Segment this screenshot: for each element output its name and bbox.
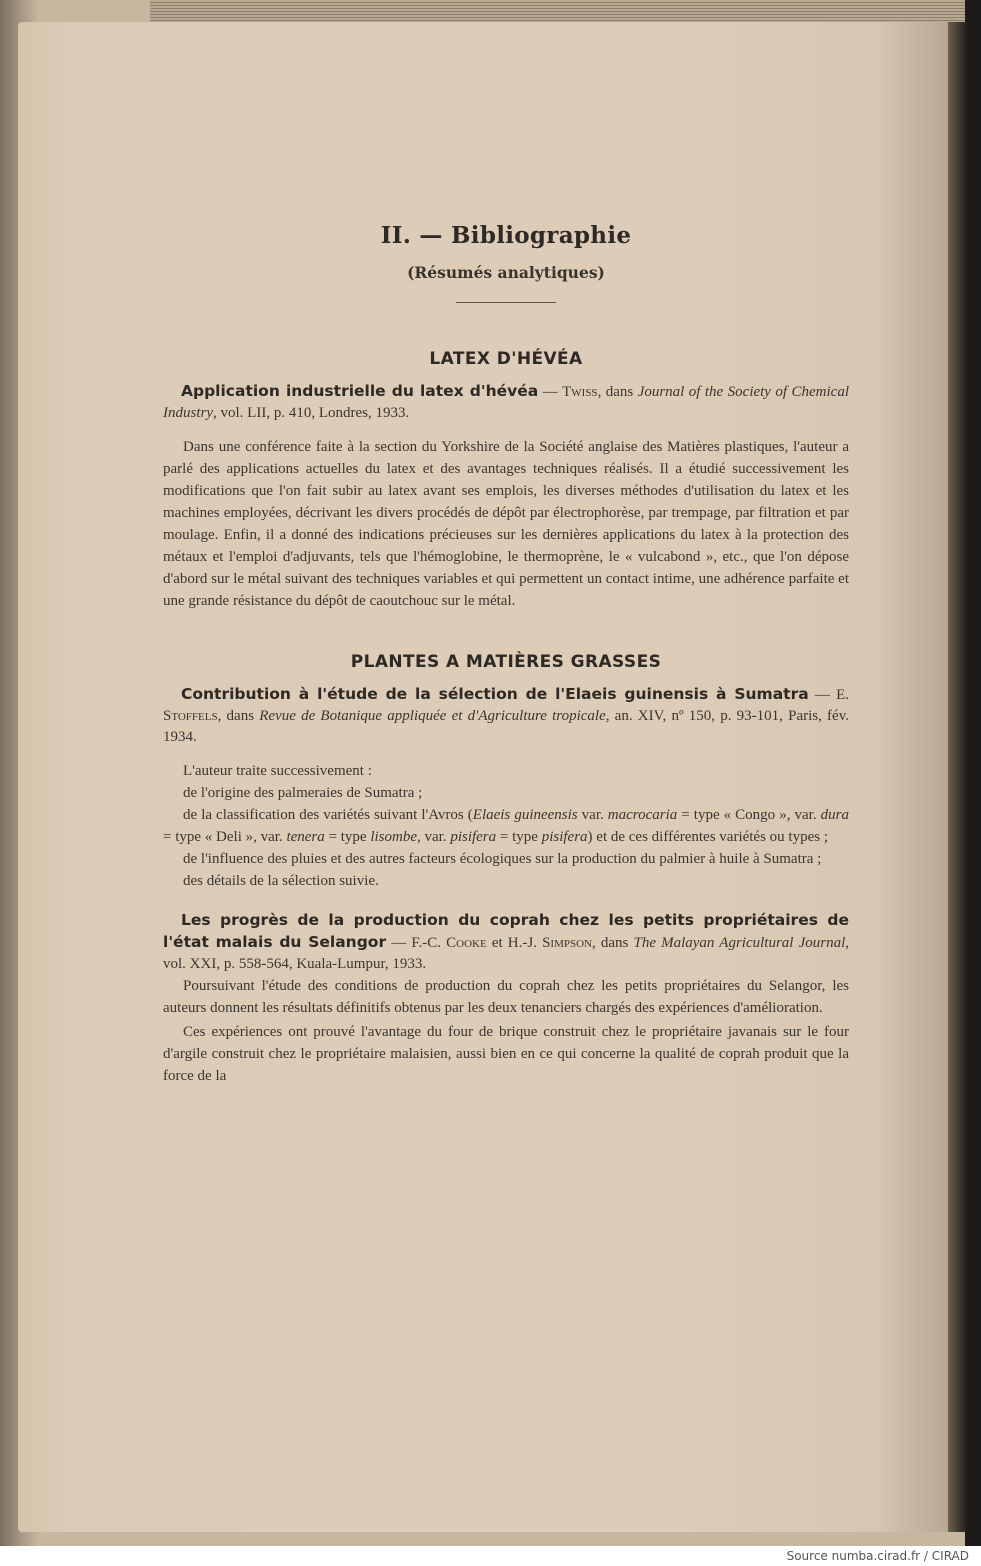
entry-author: Simpson	[542, 935, 592, 951]
text-run: = type « Congo », var.	[677, 807, 821, 823]
citation-in: , dans	[597, 384, 638, 400]
entry-citation	[163, 910, 849, 975]
italic-term: pisifera	[541, 829, 588, 845]
italic-term: lisombe	[370, 829, 417, 845]
list-item: de l'influence des pluies et des autres facteurs écologiques sur la production du palmier à huile à Sumatra ;	[183, 851, 822, 867]
title-divider	[456, 302, 556, 303]
citation-dash: —	[538, 384, 563, 400]
italic-term: Elaeis guineensis	[472, 807, 578, 823]
entry-citation	[163, 684, 849, 748]
citation-in: , dans	[591, 935, 634, 951]
entry-citation	[163, 381, 849, 424]
page-subtitle: (Résumés analytiques)	[407, 263, 605, 282]
entry-title: Application industrielle du latex d'hévéa	[181, 382, 539, 400]
italic-term: macrocaria	[607, 807, 678, 823]
page-content	[163, 222, 849, 1087]
source-credit: Source numba.cirad.fr / CIRAD	[786, 1549, 969, 1563]
list-intro: L'auteur traite successivement :	[183, 763, 372, 779]
section-heading-latex: LATEX D'HÉVÉA	[429, 349, 583, 369]
text-run: de la classification des variétés suivant l'Avros (	[183, 807, 473, 823]
entry-journal: Revue de Botanique appliquée et d'Agriculture tropicale	[259, 708, 606, 724]
book-spine	[948, 22, 968, 1532]
list-item: de l'origine des palmeraies de Sumatra ;	[183, 785, 423, 801]
text-run: ) et de ces différentes variétés ou types ;	[587, 829, 829, 845]
entry-journal: Journal of the Society of Chemical Industry	[163, 384, 849, 421]
text-run: = type « Deli », var.	[163, 829, 287, 845]
citation-dash: —	[386, 935, 412, 951]
entry-details: , vol. XXI, p. 558-564, Kuala-Lumpur, 1933.	[163, 935, 849, 972]
entry-abstract: Ces expériences ont prouvé l'avantage du four de brique construit chez le propriétaire javanais sur le four d'argile construit chez le propriétaire malaisien, aussi bien en ce qui concerne la qualité de coprah produit que la force de la	[163, 1024, 849, 1084]
entry-author: Twiss	[562, 384, 598, 400]
entry-abstract: Poursuivant l'étude des conditions de production du coprah chez les petits propriétaires du Selangor, les auteurs donnent les résultats définitifs obtenus par les deux tenanciers chargés des expériences d'amélioration.	[163, 978, 849, 1016]
section-heading-plantes: PLANTES A MATIÈRES GRASSES	[350, 652, 662, 672]
entry-journal: The Malayan Agricultural Journal	[633, 935, 846, 951]
page-title: II. — Bibliographie	[380, 222, 632, 249]
entry-title: Les progrès de la production du coprah chez les petits propriétaires de l'état malais du Selangor	[163, 911, 849, 951]
text-run: = type	[324, 829, 371, 845]
citation-in: , dans	[217, 708, 260, 724]
citation-dash: —	[808, 687, 837, 703]
entry-author: Stoffels	[163, 708, 218, 724]
entry-details: , an. XIV, nº 150, p. 93-101, Paris, fév. 1934.	[163, 708, 849, 745]
author-initial: F.-C.	[411, 935, 447, 951]
italic-term: tenera	[286, 829, 325, 845]
italic-term: pisifera	[450, 829, 497, 845]
text-run: , var.	[416, 829, 451, 845]
list-item: des détails de la sélection suivie.	[183, 873, 379, 889]
list-item	[163, 804, 849, 848]
entry-abstract: Dans une conférence faite à la section du Yorkshire de la Société anglaise des Matières plastiques, l'auteur a parlé des applications actuelles du latex et des avantages techniques réalisés. Il a étudié successivement les modifications que l'on fait subir au latex avant ses emplois, les diverses méthodes d'utilisation du latex et les machines employées, décrivant les divers procédés de dépôt par électrophorèse, par trempage, par filtration et par moulage. Enfin, il a donné des indications précieuses sur les dernières applications du latex à la protection des métaux et l'emploi d'adjuvants, tels que l'hémoglobine, le thermoprène, le « vulcabond », etc., que l'on dépose d'abord sur le métal suivant des techniques variables et qui permettent un contact intime, une adhérence parfaite et une grande résistance du dépôt de caoutchouc sur le métal.	[163, 439, 849, 609]
entry-author: Cooke	[446, 935, 487, 951]
text-run: var.	[577, 807, 608, 823]
citation-and: et H.-J.	[486, 935, 543, 951]
text-run: = type	[496, 829, 542, 845]
author-initial: E.	[836, 687, 849, 703]
entry-title: Contribution à l'étude de la sélection de l'Elaeis guinensis à Sumatra	[181, 685, 809, 703]
entry-details: , vol. LII, p. 410, Londres, 1933.	[213, 405, 410, 421]
italic-term: dura	[820, 807, 849, 823]
